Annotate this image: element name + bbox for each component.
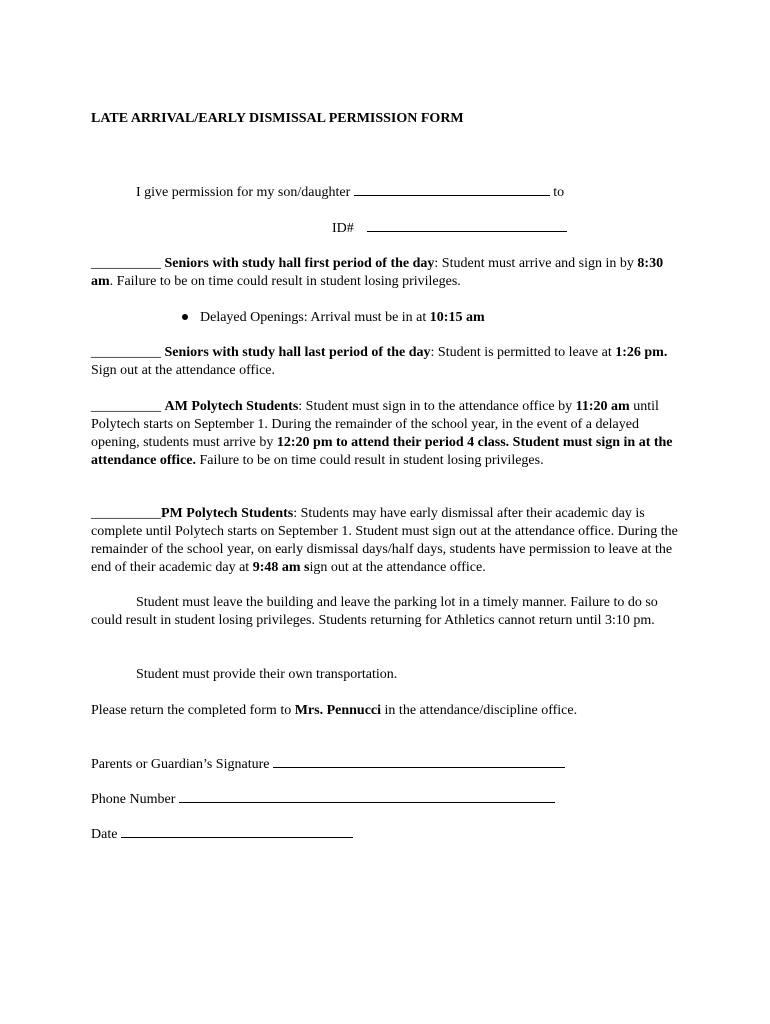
pm-polytech-text2: ign out at the attendance office. (309, 560, 486, 575)
date-label: Date (91, 827, 118, 842)
seniors-last-checkbox-blank[interactable]: __________ (91, 345, 161, 360)
am-polytech-text2: until Polytech starts on September 1. During the remainder of the school year, in the event of a delayed opening, students must arrive by (91, 399, 659, 450)
signature-field[interactable] (273, 755, 565, 768)
leave-building-paragraph: Student must leave the building and leave the parking lot in a timely manner. Failure to do so could result in student losing privileges. Students returning for Athletics cannot return until 3:10 pm. (91, 595, 658, 628)
pm-polytech-paragraph (91, 505, 681, 577)
permission-suffix: to (553, 185, 565, 200)
transportation-line: Student must provide their own transportation. (136, 667, 398, 682)
seniors-first-time: 8:30 am (91, 256, 664, 289)
id-label: ID# (332, 221, 354, 236)
return-suffix: in the attendance/discipline office. (381, 703, 578, 718)
seniors-first-text1: : Student must arrive and sign in by (434, 256, 638, 271)
am-polytech-text3: Failure to be on time could result in student losing privileges. (195, 453, 544, 468)
bullet-icon (182, 314, 188, 320)
signature-line (91, 755, 565, 774)
permission-line (136, 183, 564, 202)
return-name: Mrs. Pennucci (294, 703, 382, 718)
delayed-openings-text: Delayed Openings: Arrival must be in at (200, 310, 430, 325)
seniors-first-paragraph (91, 255, 681, 291)
date-line (91, 825, 353, 844)
id-field[interactable] (367, 219, 567, 232)
form-title: LATE ARRIVAL/EARLY DISMISSAL PERMISSION FORM (91, 111, 464, 126)
seniors-first-text2: . Failure to be on time could result in student losing privileges. (109, 274, 461, 289)
return-instructions (91, 702, 577, 720)
date-field[interactable] (121, 825, 353, 838)
am-polytech-text1: : Student must sign in to the attendance office by (298, 399, 576, 414)
phone-label: Phone Number (91, 792, 176, 807)
phone-line (91, 790, 555, 809)
am-polytech-checkbox-blank[interactable]: __________ (91, 399, 161, 414)
delayed-openings-time: 10:15 am (429, 310, 485, 325)
seniors-first-checkbox-blank[interactable]: __________ (91, 256, 161, 271)
pm-polytech-time: 9:48 am s (252, 560, 310, 575)
return-prefix: Please return the completed form to (91, 703, 295, 718)
seniors-last-paragraph (91, 344, 681, 380)
pm-polytech-text1: : Students may have early dismissal after their academic day is complete until Polytech starts on September 1. Student must sign out at the attendance office. During the remainder of the school year, on early dismissal days/half days, students have permission to leave at the end of their academic day at (91, 506, 678, 575)
signature-label: Parents or Guardian’s Signature (91, 757, 270, 772)
am-polytech-bold: 12:20 pm to attend their period 4 class. Student must sign in at the attendance office. (91, 435, 673, 468)
seniors-first-heading: Seniors with study hall first period of the day (164, 256, 435, 271)
am-polytech-time: 11:20 am (575, 399, 630, 414)
permission-prefix: I give permission for my son/daughter (136, 185, 351, 200)
seniors-last-heading: Seniors with study hall last period of the day (164, 345, 431, 360)
delayed-openings-item (182, 309, 485, 327)
am-polytech-paragraph (91, 398, 681, 470)
seniors-last-text1: : Student is permitted to leave at (430, 345, 616, 360)
seniors-last-time: 1:26 pm. (615, 345, 668, 360)
pm-polytech-heading: PM Polytech Students (161, 506, 294, 521)
seniors-last-text2: Sign out at the attendance office. (91, 363, 276, 378)
pm-polytech-checkbox-blank[interactable]: __________ (91, 506, 161, 521)
am-polytech-heading: AM Polytech Students (164, 399, 299, 414)
student-name-field[interactable] (354, 183, 550, 196)
phone-field[interactable] (179, 790, 555, 803)
id-line (332, 219, 567, 238)
